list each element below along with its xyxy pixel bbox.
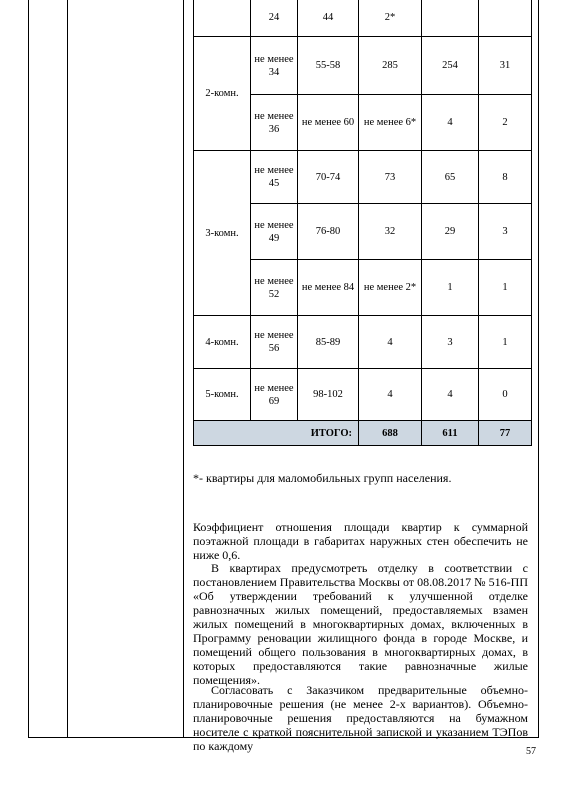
table-row bbox=[194, 0, 532, 37]
area-cell: не менее 56 bbox=[251, 316, 298, 369]
frame-left-border bbox=[28, 0, 29, 738]
footnote: *- квартиры для маломобильных групп населения. bbox=[193, 471, 452, 485]
ratio-paragraph: Коэффициент отношения площади квартир к суммарной поэтажной площади в габаритах наружных стен обеспечить не ниже 0,6. bbox=[193, 520, 528, 562]
count-cell: 31 bbox=[479, 37, 532, 95]
count-cell: 0 bbox=[479, 369, 532, 421]
count-cell: 1 bbox=[479, 316, 532, 369]
rooms-cell: 3-комн. bbox=[194, 151, 251, 316]
count-cell: 29 bbox=[422, 204, 479, 260]
finishing-paragraph: В квартирах предусмотреть отделку в соответствии с постановлением Правительства Москвы от 08.08.2017 № 516-ПП «Об утверждении требований к улучшенной отделке равнозначных жилых помещений, предоставляемых взамен жилых помещений в многоквартирных домах, включенных в Программу реновации жилищного фонда в городе Москве, и помещений общего пользования в многоквартирных домах, в которых предоставляются такие равнозначные жилые помещения». bbox=[193, 561, 528, 687]
rooms-cell: 4-комн. bbox=[194, 316, 251, 369]
table-row bbox=[194, 369, 532, 421]
count-cell: не менее 6* bbox=[359, 95, 422, 151]
frame-column-divider-2 bbox=[183, 0, 184, 738]
count-cell: 73 bbox=[359, 151, 422, 204]
total-count-cell: 688 bbox=[359, 421, 422, 446]
count-cell bbox=[479, 0, 532, 37]
count-cell: 4 bbox=[359, 316, 422, 369]
rooms-cell bbox=[194, 0, 251, 37]
total-count-cell: 611 bbox=[422, 421, 479, 446]
rooms-cell: 5-комн. bbox=[194, 369, 251, 421]
apartment-table bbox=[193, 0, 532, 446]
count-cell: 32 bbox=[359, 204, 422, 260]
total-area-cell: 98-102 bbox=[298, 369, 359, 421]
frame-column-divider bbox=[67, 0, 68, 738]
total-area-cell: 85-89 bbox=[298, 316, 359, 369]
area-cell: 24 bbox=[251, 0, 298, 37]
rooms-cell: 2-комн. bbox=[194, 37, 251, 151]
frame-right-border bbox=[538, 0, 539, 738]
count-cell: 8 bbox=[479, 151, 532, 204]
count-cell: 4 bbox=[422, 95, 479, 151]
count-cell: 1 bbox=[422, 260, 479, 316]
table-row bbox=[194, 37, 532, 95]
total-area-cell: 70-74 bbox=[298, 151, 359, 204]
count-cell: 285 bbox=[359, 37, 422, 95]
table-row bbox=[194, 151, 532, 204]
count-cell: 3 bbox=[422, 316, 479, 369]
area-cell: не менее 34 bbox=[251, 37, 298, 95]
total-area-cell: 76-80 bbox=[298, 204, 359, 260]
total-row bbox=[194, 421, 532, 446]
count-cell: 2* bbox=[359, 0, 422, 37]
count-cell: 1 bbox=[479, 260, 532, 316]
total-count-cell: 77 bbox=[479, 421, 532, 446]
count-cell: 2 bbox=[479, 95, 532, 151]
count-cell: 3 bbox=[479, 204, 532, 260]
count-cell: 254 bbox=[422, 37, 479, 95]
page-number: 57 bbox=[526, 746, 536, 757]
area-cell: не менее 36 bbox=[251, 95, 298, 151]
total-label: ИТОГО: bbox=[194, 421, 359, 446]
area-cell: не менее 49 bbox=[251, 204, 298, 260]
count-cell: 65 bbox=[422, 151, 479, 204]
area-cell: не менее 45 bbox=[251, 151, 298, 204]
total-area-cell: 44 bbox=[298, 0, 359, 37]
total-area-cell: 55-58 bbox=[298, 37, 359, 95]
count-cell bbox=[422, 0, 479, 37]
total-area-cell: не менее 60 bbox=[298, 95, 359, 151]
total-area-cell: не менее 84 bbox=[298, 260, 359, 316]
table-row bbox=[194, 316, 532, 369]
approval-paragraph: Согласовать с Заказчиком предварительные объемно-планировочные решения (не менее 2-х вариантов). Объемно-планировочные решения предоставляются на бумажном носителе с краткой пояснительной запиской и указанием ТЭПов по каждому bbox=[193, 683, 528, 753]
count-cell: не менее 2* bbox=[359, 260, 422, 316]
area-cell: не менее 69 bbox=[251, 369, 298, 421]
area-cell: не менее 52 bbox=[251, 260, 298, 316]
count-cell: 4 bbox=[422, 369, 479, 421]
count-cell: 4 bbox=[359, 369, 422, 421]
